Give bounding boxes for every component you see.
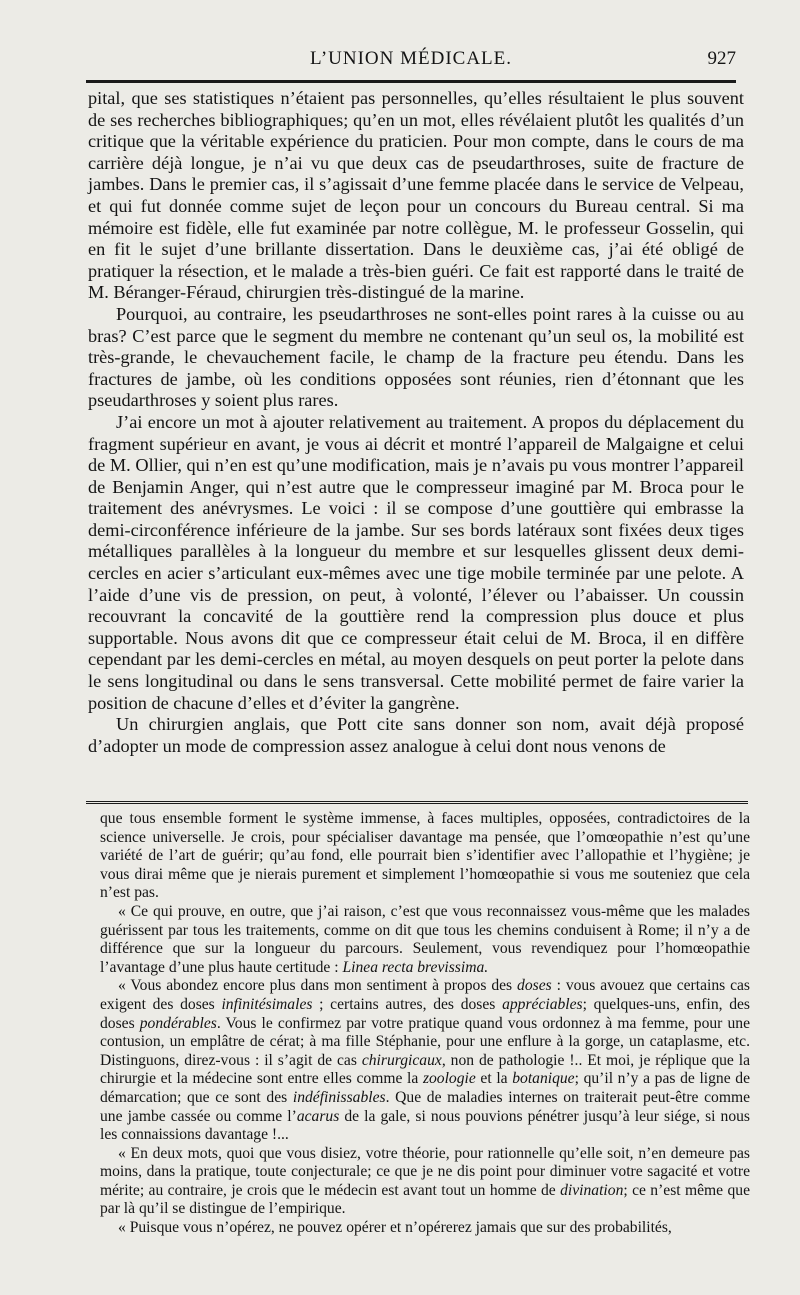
footnote-paragraph: « Ce qui prouve, en outre, que j’ai raison, c’est que vous reconnaissez vous-même que les malades guérissent par tous les traitements, comme on dit que tous les chemins conduisent à Rome; il n’y a de différence que sur la longueur du parcours. Seulement, vous revendiquez pour l’homœopathie l’avantage d’une plus haute certitude : Linea recta brevissima. — [100, 902, 750, 976]
page-number: 927 — [707, 48, 736, 69]
page-header — [86, 48, 736, 78]
main-paragraph: pital, que ses statistiques n’étaient pas personnelles, qu’elles résultaient le plus souvent de ses recherches bibliographiques; qu’en un mot, elles révélaient plutôt les qualités d’un critique que la véritable expérience du praticien. Pour mon compte, dans le cours de ma carrière déjà longue, je n’ai vu que deux cas de pseudarthroses, suite de fracture de jambes. Dans le premier cas, il s’agissait d’une femme placée dans le service de Velpeau, et qui fut donnée comme sujet de leçon pour un concours du Bureau central. Si ma mémoire est fidèle, elle fut examinée par notre collègue, M. le professeur Gosselin, qui en fit le sujet d’une brillante dissertation. Dans le deuxième cas, j’ai été obligé de pratiquer la résection, et le malade a très-bien guéri. Ce fait est rapporté dans le traité de M. Béranger-Féraud, chirurgien très-distingué de la marine. — [88, 88, 744, 303]
header-rule — [86, 80, 736, 83]
footnote-text — [100, 810, 750, 1238]
footnote-separator — [86, 801, 748, 807]
main-paragraph: J’ai encore un mot à ajouter relativement au traitement. A propos du déplacement du fragment supérieur en avant, je vous ai décrit et montré l’appareil de Malgaigne et celui de M. Ollier, qui n’en est qu’une modification, mais je n’avais pu vous montrer l’appareil de Benjamin Anger, qui n’est autre que le compresseur imaginé par M. Broca pour le traitement des anévrysmes. Le voici : il se compose d’une gouttière qui embrasse la demi-circonférence inférieure de la jambe. Sur ses bords latéraux sont fixées deux tiges métalliques parallèles à la longueur du membre et sur lesquelles glissent deux demi-cercles en acier s’articulant eux-mêmes avec une tige mobile terminée par une pelote. A l’aide d’une vis de pression, on peut, à volonté, l’élever ou l’abaisser. Un coussin recouvrant la concavité de la gouttière rend la compression plus douce et plus supportable. Nous avons dit que ce compresseur était celui de M. Broca, il en diffère cependant par les demi-cercles en métal, au moyen desquels on peut porter la pelote dans le sens longitudinal ou dans le sens transversal. Cette mobilité permet de faire varier la position de chacune d’elles et d’éviter la gangrène. — [88, 411, 744, 713]
footnote-paragraph: « Vous abondez encore plus dans mon sentiment à propos des doses : vous avouez que certains cas exigent des doses infinitésimales ; certains autres, des doses appréciables; quelques-uns, enfin, des doses pondérables. Vous le confirmez par votre pratique quand vous ordonnez à ma femme, pour une contusion, un emplâtre de cérat; à ma fille Stéphanie, pour une enflure à la gorge, un cataplasme, etc. Distinguons, direz-vous : il s’agit de cas chirurgicaux, non de pathologie !.. Et moi, je réplique que la chirurgie et la médecine sont entre elles comme la zoologie et la botanique; qu’il n’y a pas de ligne de démarcation; que ce sont des indéfinissables. Que de maladies internes on traiterait peut-être comme une jambe cassée ou comme l’acarus de la gale, si nous pouvions pénétrer jusqu’à leur siége, si nous les connaissions davantage !... — [100, 977, 751, 1144]
main-paragraph: Pourquoi, au contraire, les pseudarthroses ne sont-elles point rares à la cuisse ou au bras? C’est parce que le segment du membre ne contenant qu’un seul os, la mobilité est très-grande, le chevauchement facile, le champ de la fracture peu étendu. Dans les fractures de jambe, où les conditions opposées sont réunies, rien d’étonnant que les pseudarthroses y soient plus rares. — [88, 303, 744, 411]
footnote-paragraph: que tous ensemble forment le système immense, à faces multiples, opposées, contradictoires de la science universelle. Je crois, pour spécialiser davantage ma pensée, que l’omœopathie n’est qu’une variété de l’art de guérir; qu’au fond, elle pourrait bien s’identifier avec l’allopathie et l’hygiène; je vous dirai même que je nierais purement et simplement l’homœopathie si vous me souteniez que cela n’est pas. — [100, 810, 750, 902]
footnote-paragraph: « Puisque vous n’opérez, ne pouvez opérer et n’opérerez jamais que sur des probabilités, — [118, 1219, 672, 1237]
running-title: L’UNION MÉDICALE. — [309, 48, 513, 69]
main-paragraph: Un chirurgien anglais, que Pott cite sans donner son nom, avait déjà proposé d’adopter un mode de compression assez analogue à celui dont nous venons de — [88, 714, 744, 756]
main-text — [88, 88, 744, 757]
footnote-paragraph: « En deux mots, quoi que vous disiez, votre théorie, pour rationnelle qu’elle soit, n’en demeure pas moins, dans la pratique, toute conjecturale; ce que je ne dis point pour diminuer votre sagacité et votre mérite; au contraire, je crois que le médecin est avant tout un homme de divination; ce n’est même que par là qu’il se distingue de l’empirique. — [100, 1144, 751, 1218]
